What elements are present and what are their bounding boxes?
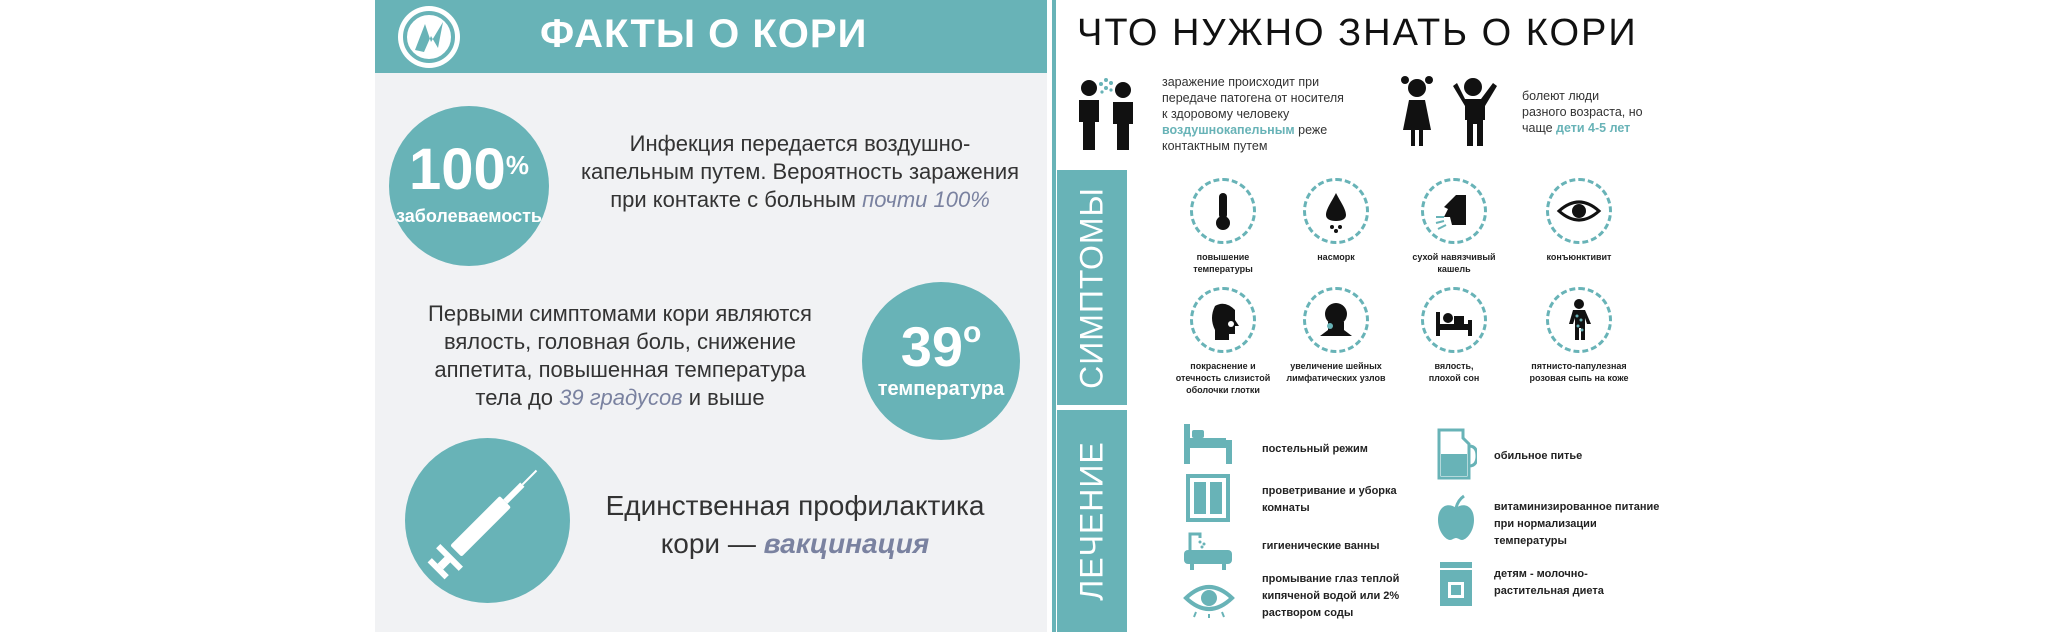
jug-icon [1433, 428, 1477, 480]
stat-39-circle [862, 282, 1020, 440]
apple-icon [1436, 494, 1476, 542]
bed-person-icon [1421, 287, 1487, 353]
milk-icon [1436, 560, 1476, 608]
fact-prevention-text: Единственная профилактика кори — вакцинация [605, 490, 985, 559]
stat-39-label: температура [877, 378, 1005, 400]
symptoms-label: СИМПТОМЫ [1073, 186, 1110, 389]
rash-icon [1546, 287, 1612, 353]
infection-people-icon [1075, 76, 1155, 152]
children-age-highlight: дети 4-5 лет [1556, 121, 1631, 135]
treatment-diet: детям - молочно- растительная диета [1494, 568, 1604, 597]
highlight-vaccination: вакцинация [763, 528, 930, 559]
logo [398, 6, 460, 68]
highlight-39: 39 градусов [559, 385, 683, 410]
treatment-label: ЛЕЧЕНИЕ [1073, 441, 1110, 601]
panel-divider [1052, 0, 1056, 632]
highlight-100: почти 100% [862, 187, 990, 212]
symptom-label-fever: повышение температуры [1193, 252, 1253, 274]
throat-icon [1190, 287, 1256, 353]
symptom-label-rash: пятнисто-папулезная розовая сыпь на коже [1529, 361, 1629, 383]
eye-wash-icon [1182, 578, 1236, 618]
treatment-ventilation: проветривание и уборка комнаты [1262, 485, 1397, 514]
age-info: болеют люди разного возраста, но чаще дети 4-5 лет [1522, 89, 1643, 135]
symptom-label-lymph: увеличение шейных лимфатических узлов [1286, 361, 1386, 383]
cough-icon [1421, 178, 1487, 244]
stat-100-number: 100% [409, 137, 529, 202]
syringe-icon [405, 438, 570, 603]
stat-100-unit: % [505, 150, 529, 180]
fact-symptoms-text: Первыми симптомами кори являются вялость, головная боль, снижение аппетита, повышенная температура тела до 39 градусов и выше [428, 301, 812, 410]
symptom-label-cough: сухой навязчивый кашель [1412, 252, 1496, 274]
stat-100-label: заболеваемость [396, 206, 542, 226]
treatment-nutrition: витаминизированное питание при нормализации температуры [1494, 501, 1660, 547]
treatment-eye-wash: промывание глаз теплой кипяченой водой или 2% раствором соды [1262, 573, 1400, 619]
children-icon [1393, 74, 1503, 148]
fact-transmission-text: Инфекция передается воздушно- капельным путем. Вероятность заражения при контакте с больным почти 100% [580, 131, 1020, 212]
treatment-baths: гигиенические ванны [1262, 540, 1380, 552]
logo-icon [398, 6, 460, 68]
degree-sign: o [962, 316, 982, 349]
window-icon [1186, 474, 1230, 522]
thermometer-icon [1190, 178, 1256, 244]
neck-icon [1303, 287, 1369, 353]
symptom-label-throat: покраснение и отечность слизистой оболочки глотки [1175, 361, 1271, 395]
nose-icon [1303, 178, 1369, 244]
treatment-tab [1057, 410, 1127, 632]
stat-39-number: 39$^o$ [900, 315, 982, 378]
stat-100-circle [389, 106, 549, 266]
treatment-drinking: обильное питье [1494, 450, 1583, 462]
eye-icon [1546, 178, 1612, 244]
bed-icon [1182, 420, 1234, 466]
symptom-label-conjunctivitis: конъюнктивит [1546, 252, 1612, 262]
vaccination-circle [405, 438, 570, 603]
airborne-highlight: воздушнокапельным [1162, 123, 1295, 137]
measles-info-title: ЧТО НУЖНО ЗНАТЬ О КОРИ [1077, 12, 1638, 54]
symptoms-tab [1057, 170, 1127, 405]
symptom-label-lethargy: вялость, плохой сон [1428, 361, 1480, 383]
transmission-info: заражение происходит при передаче патогена от носителя к здоровому человеку воздушнокапельным реже контактным путем [1162, 75, 1344, 153]
facts-title: ФАКТЫ О КОРИ [540, 12, 868, 56]
treatment-bed-rest: постельный режим [1262, 443, 1368, 455]
bath-icon [1182, 528, 1234, 572]
symptom-label-runny-nose: насморк [1317, 252, 1355, 262]
